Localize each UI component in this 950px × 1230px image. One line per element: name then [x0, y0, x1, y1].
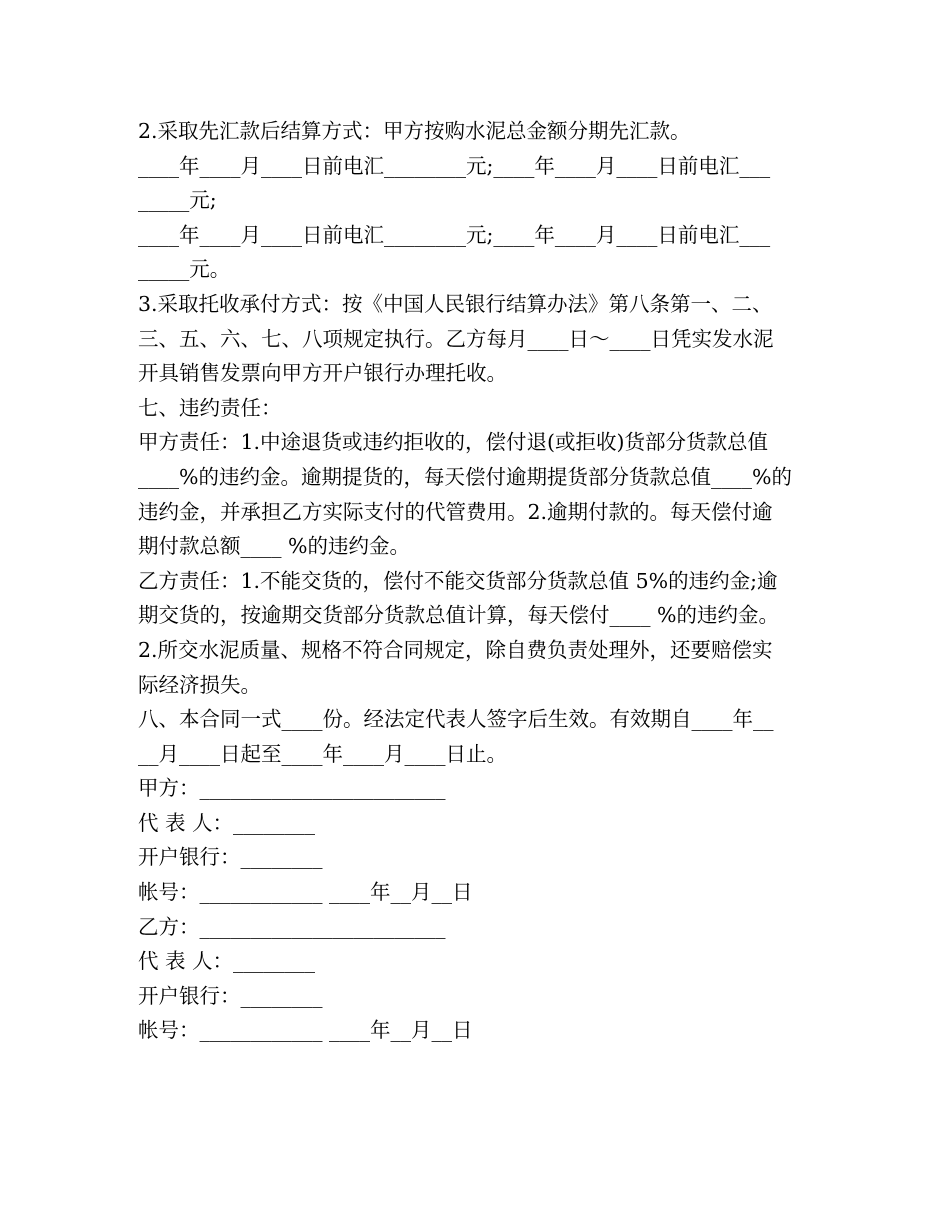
text-line: _____元。	[138, 257, 231, 282]
text-line: 2.采取先汇款后结算方式：甲方按购水泥总金额分期先汇款。	[138, 119, 691, 143]
document-body	[138, 114, 828, 1048]
text-line: 期交货的，按逾期交货部分货款总值计算，每天偿付____ %的违约金。	[138, 603, 779, 628]
party-b-account-line: 帐号：____________ ____年__月__日	[138, 1018, 473, 1043]
text-line: ____年____月____日前电汇________元;____年____月____日前电汇___	[138, 222, 771, 247]
text-line: 八、本合同一式____份。经法定代表人签字后生效。有效期自____年__	[138, 707, 774, 732]
party-a-representative-line: 代 表 人：________	[138, 810, 316, 835]
text-line: _____元;	[138, 188, 217, 213]
text-line: 甲方责任：1.中途退货或违约拒收的，偿付退(或拒收)货部分货款总值	[138, 430, 769, 455]
text-line: ____%的违约金。逾期提货的，每天偿付逾期提货部分货款总值____%的	[138, 464, 792, 489]
text-line: 际经济损失。	[138, 672, 261, 697]
party-b-representative-line: 代 表 人：________	[138, 949, 316, 974]
party-b-signature-line: 乙方：________________________	[138, 914, 446, 939]
text-line: 三、五、六、七、八项规定执行。乙方每月____日～____日凭实发水泥	[138, 326, 774, 351]
text-line: 违约金，并承担乙方实际支付的代管费用。2.逾期付款的。每天偿付逾	[138, 499, 773, 524]
text-line: __月____日起至____年____月____日止。	[138, 741, 507, 766]
party-a-bank-line: 开户银行：________	[138, 845, 323, 870]
text-line: ____年____月____日前电汇________元;____年____月____日前电汇___	[138, 153, 771, 178]
party-a-signature-line: 甲方：________________________	[138, 776, 446, 801]
party-a-account-line: 帐号：____________ ____年__月__日	[138, 880, 473, 905]
section-heading: 七、违约责任：	[138, 395, 282, 420]
text-line: 2.所交水泥质量、规格不符合同规定，除自费负责处理外，还要赔偿实	[138, 637, 773, 662]
text-line: 乙方责任：1.不能交货的，偿付不能交货部分货款总值 5%的违约金;逾	[138, 568, 778, 593]
text-line: 期付款总额____ %的违约金。	[138, 534, 410, 559]
party-b-bank-line: 开户银行：________	[138, 983, 323, 1008]
text-line: 3.采取托收承付方式：按《中国人民银行结算办法》第八条第一、二、	[138, 291, 773, 316]
text-line: 开具销售发票向甲方开户银行办理托收。	[138, 361, 507, 386]
